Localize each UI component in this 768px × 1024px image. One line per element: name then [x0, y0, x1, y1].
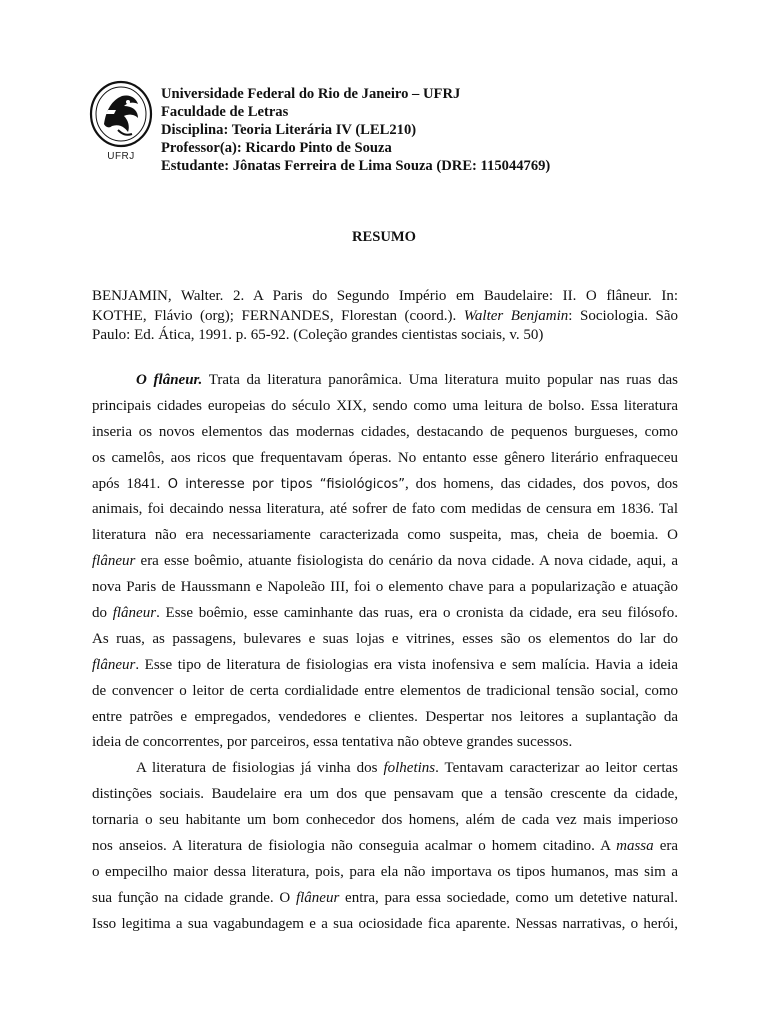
reference-line: BENJAMIN, Walter. 2. A Paris do Segundo Império em Baudelaire: II. O flâneur. In:: [92, 288, 678, 304]
summary-body: [92, 368, 678, 938]
text-span: sua função na cidade grande. O: [92, 889, 296, 906]
text-line: [92, 653, 678, 679]
paragraph-2: [92, 756, 678, 937]
text-line: literatura não era necessariamente caracterizada como suspeita, mas, cheia de boemia. O: [92, 527, 678, 544]
university-name: Universidade Federal do Rio de Janeiro – UFRJ: [161, 86, 461, 102]
text-line: As ruas, as passagens, bulevares e suas lojas e vitrines, esses são os elementos do lar do: [92, 630, 678, 647]
text-line: principais cidades europeias do século XIX, sendo como uma leitura de bolso. Essa literatura: [92, 397, 678, 414]
text-line: entre patrões e empregados, vendedores e clientes. Despertar nos leitores a suplantação da: [92, 708, 678, 725]
text-line: distinções sociais. Baudelaire era um dos que pensavam que a tensão crescente da cidade,: [92, 786, 678, 803]
italic-term: flâneur: [112, 605, 157, 622]
italic-term: flâneur: [295, 889, 340, 906]
ufrj-logo: [88, 80, 154, 178]
text-span: . Esse boêmio, esse caminhante das ruas, era o cronista da cidade, era seu filósofo.: [156, 605, 678, 622]
document-title: RESUMO: [351, 229, 417, 245]
text-line: o empecilho maior dessa literatura, pois, para ela não importava os tipos humanos, mas sim a: [92, 863, 678, 880]
section-lead: O flâneur.: [136, 372, 203, 388]
text-span: entra, para essa sociedade, como um detetive natural.: [339, 889, 679, 906]
italic-term: massa: [616, 838, 654, 855]
text-span: era esse boêmio, atuante fisiologista do cenário da nova cidade. A nova cidade, aqui, a: [135, 553, 678, 570]
bibliographic-reference: [92, 287, 678, 346]
italic-term: folhetins: [383, 760, 436, 777]
text-line: [92, 549, 678, 575]
reference-line: Paulo: Ed. Ática, 1991. p. 65-92. (Coleção grandes cientistas sociais, v. 50): [92, 327, 544, 343]
student-name: Estudante: Jônatas Ferreira de Lima Souza (DRE: 115044769): [161, 158, 551, 174]
text-line: Isso legitima a sua vagabundagem e a sua ociosidade fica aparente. Nessas narrativas, o herói,: [92, 915, 678, 932]
text-span: . Esse tipo de literatura de fisiologias era vista inofensiva e sem malícia. Havia a ideia: [135, 656, 678, 673]
reference-text: KOTHE, Flávio (org); FERNANDES, Florestan (coord.).: [92, 307, 464, 324]
reference-line: [92, 307, 678, 327]
reference-book-title: Walter Benjamin: [463, 307, 569, 324]
text-line: tornaria o seu habitante um bom conhecedor dos homens, além de cada vez mais imperioso: [92, 812, 678, 829]
italic-term: flâneur: [92, 656, 136, 673]
institution-header: [161, 85, 681, 175]
reference-text: : Sociologia. São: [568, 307, 679, 324]
text-span: do: [92, 605, 113, 622]
logo-caption: UFRJ: [107, 151, 135, 162]
professor-name: Professor(a): Ricardo Pinto de Souza: [161, 140, 392, 156]
text-line: [92, 472, 678, 498]
text-line: nova Paris de Haussmann e Napoleão III, foi o elemento chave para a popularização e atuação: [92, 579, 678, 596]
text-line: [92, 886, 678, 912]
ufrj-emblem-icon: [88, 80, 154, 150]
paragraph-1: [92, 368, 678, 756]
text-line: [92, 756, 678, 782]
text-span: era: [653, 838, 678, 855]
text-line: os camelôs, aos ricos que frequentavam óperas. No entanto esse gênero literário enfraqueceu: [92, 449, 678, 466]
text-line: [92, 601, 678, 627]
text-span-sans: . O interesse por tipos “fisiológicos”: [156, 476, 405, 492]
text-line: de convencer o leitor de certa cordialidade entre elementos de tradicional tensão social, como: [92, 682, 678, 699]
text-span: Trata da literatura panorâmica. Uma literatura muito popular nas ruas das: [202, 372, 678, 388]
text-span: após 1841: [92, 475, 157, 492]
text-span: . Tentavam caracterizar ao leitor certas: [435, 760, 678, 777]
course-discipline: Disciplina: Teoria Literária IV (LEL210): [161, 122, 417, 138]
text-line: animais, foi decaindo nessa literatura, até sofrer de fato com medidas de censura em 1836. Tal: [92, 501, 678, 518]
text-span: A literatura de fisiologias já vinha dos: [136, 760, 384, 777]
text-span: nos anseios. A literatura de fisiologia não conseguia acalmar o homem citadino. A: [92, 838, 617, 855]
faculty-name: Faculdade de Letras: [161, 104, 289, 120]
text-line: ideia de concorrentes, por parceiros, essa tentativa não obteve grandes sucessos.: [92, 734, 573, 751]
text-line: [92, 834, 678, 860]
text-line: inseria os novos elementos das modernas cidades, destacando de pequenos burgueses, como: [92, 423, 678, 440]
text-span: , dos homens, das cidades, dos povos, dos: [405, 475, 678, 492]
italic-term: flâneur: [92, 553, 136, 570]
text-line: [92, 368, 678, 394]
